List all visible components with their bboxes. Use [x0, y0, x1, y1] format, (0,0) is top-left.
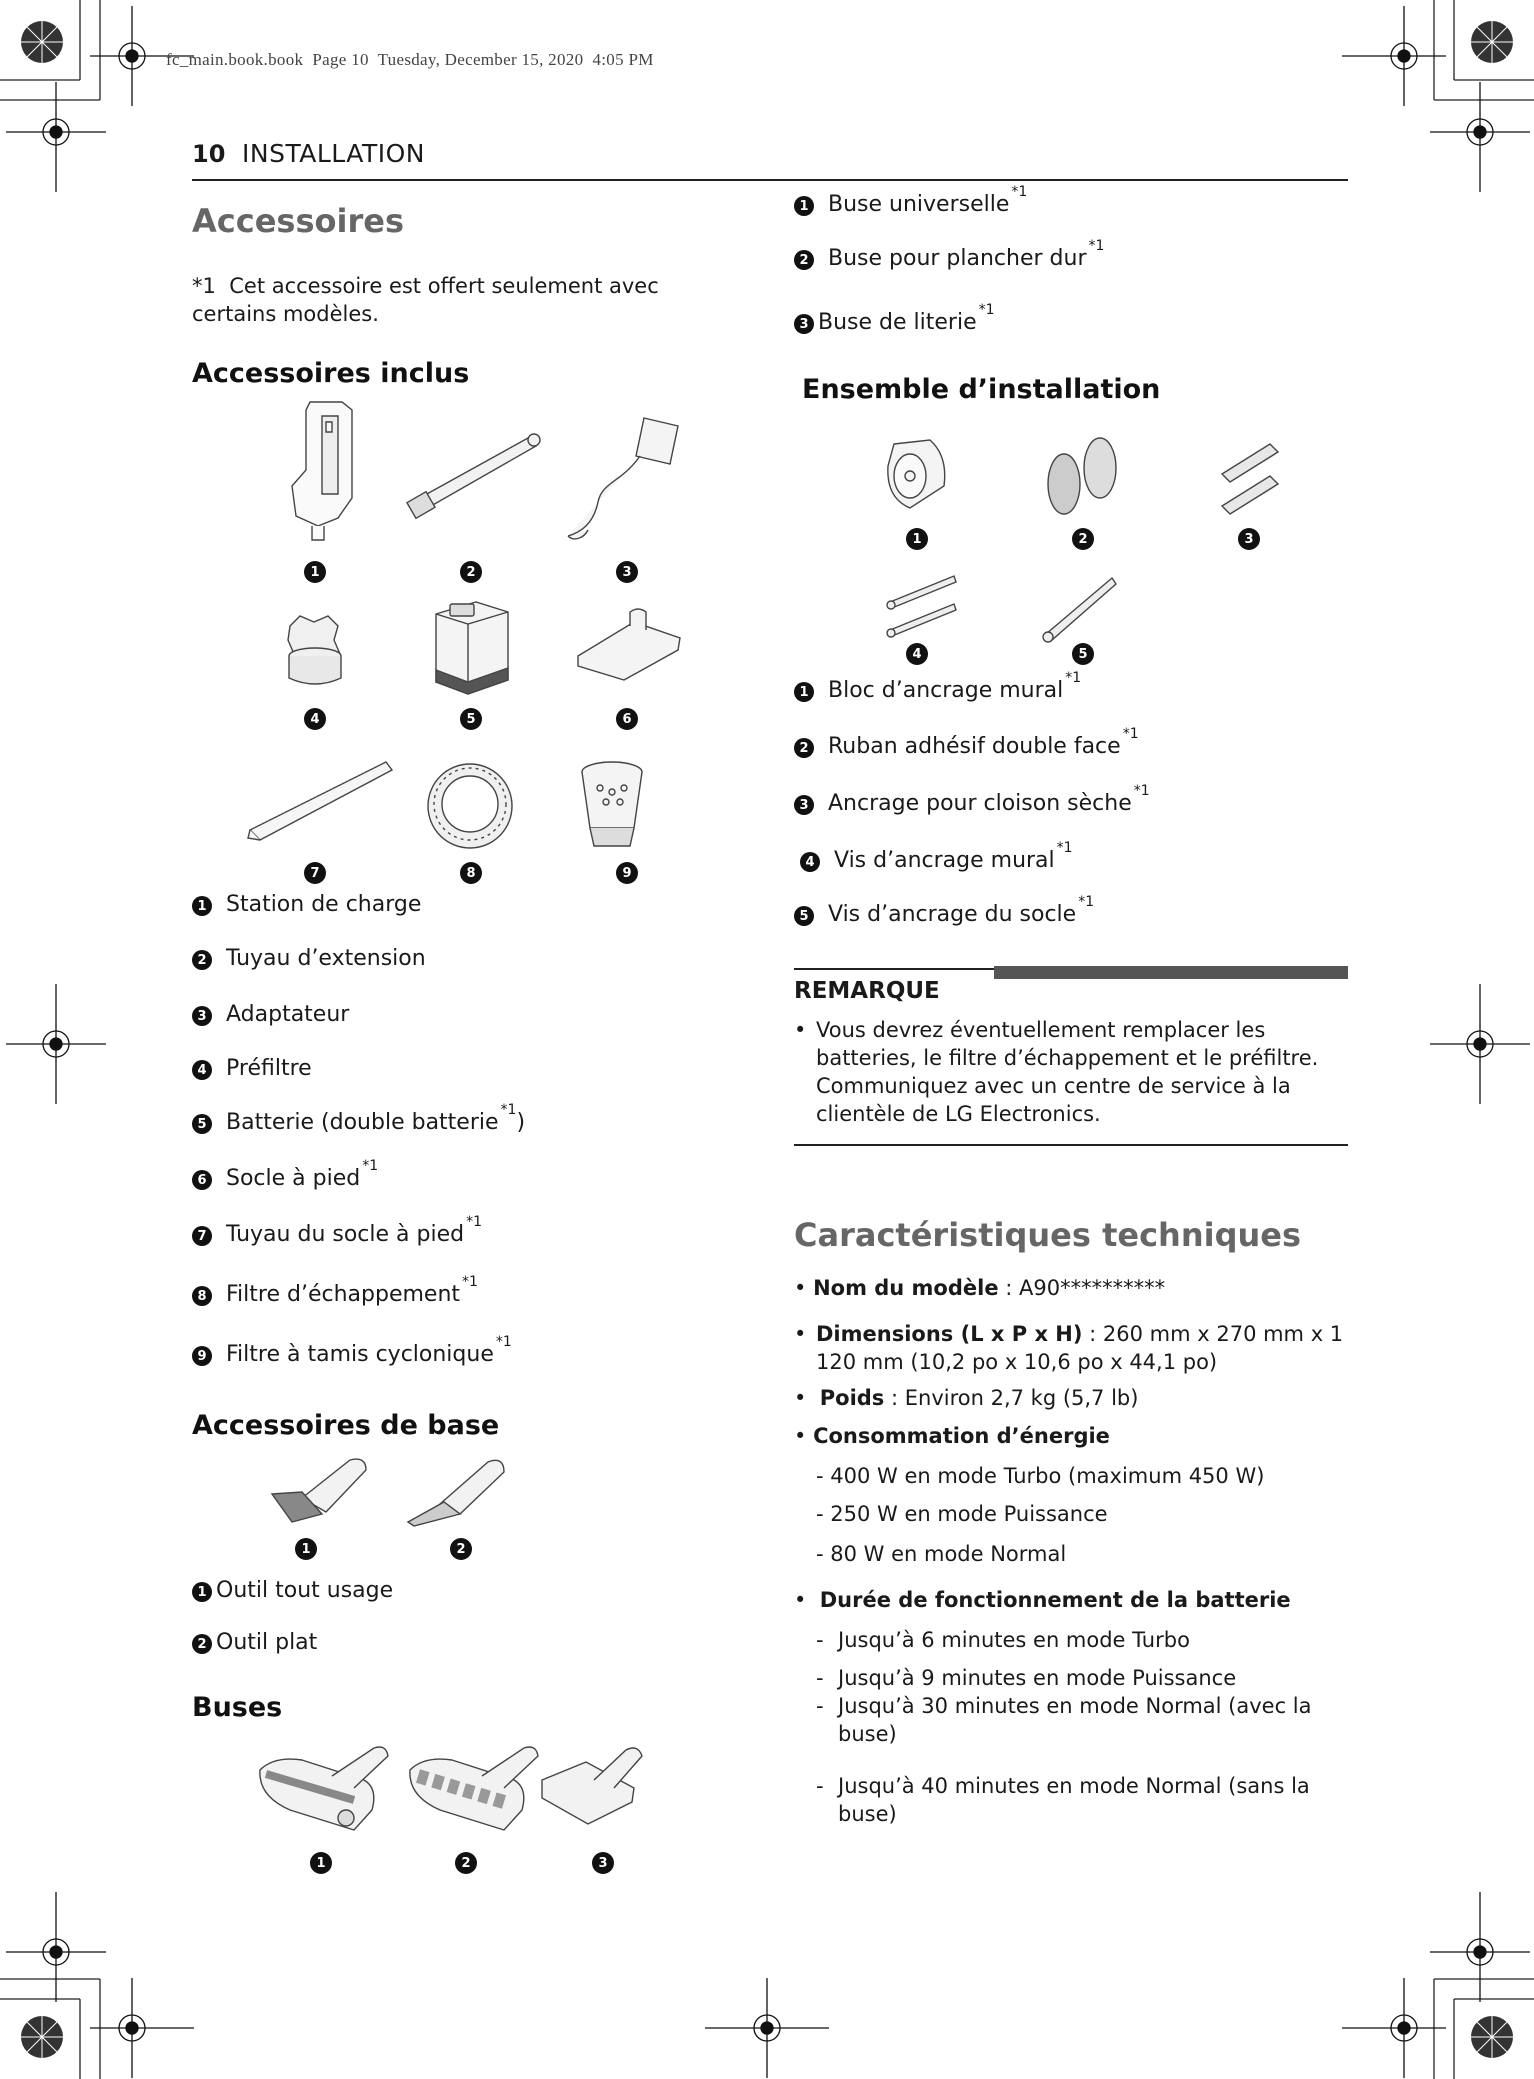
kit-callout-5: 5 — [1072, 643, 1094, 665]
item-label: Tuyau d’extension — [226, 946, 426, 971]
buses-heading: Buses — [192, 1692, 283, 1723]
list-item: 2 Ruban adhésif double face *1 — [794, 734, 1139, 759]
bullet: • — [794, 1322, 807, 1346]
battery-item — [816, 1772, 1336, 1828]
multi-tool-illustration — [262, 1452, 372, 1526]
list-item: 8 Filtre d’échappement *1 — [192, 1282, 478, 1307]
item-number: 2 — [192, 950, 212, 970]
figure-callout-3: 3 — [616, 561, 638, 583]
item-label: Ancrage pour cloison sèche — [828, 791, 1132, 816]
list-item: 4 Vis d’ancrage mural *1 — [800, 848, 1073, 873]
header-rule — [192, 179, 1348, 181]
spec-dimensions — [794, 1320, 1344, 1376]
list-item: 6 Socle à pied *1 — [192, 1166, 378, 1191]
item-number: 9 — [192, 1346, 212, 1366]
item-number: 8 — [192, 1286, 212, 1306]
extension-tube-illustration — [408, 430, 548, 520]
spec-value: : A90********** — [998, 1276, 1166, 1300]
figure-callout-5: 5 — [460, 708, 482, 730]
accessoires-heading: Accessoires — [192, 202, 404, 240]
item-number: 4 — [800, 852, 820, 872]
spec-weight: • Poids : Environ 2,7 kg (5,7 lb) — [794, 1386, 1139, 1410]
figure-callout-1: 1 — [304, 561, 326, 583]
kit-callout-2: 2 — [1072, 528, 1094, 550]
item-number: 1 — [192, 896, 212, 916]
page-title: INSTALLATION — [242, 139, 425, 168]
footnote-mark: *1 — [192, 274, 216, 298]
item-label: Vis d’ancrage du socle — [828, 902, 1077, 927]
item-label: Filtre à tamis cyclonique — [226, 1342, 494, 1367]
item-label: Buse de literie — [818, 310, 977, 335]
item-label: Filtre d’échappement — [226, 1282, 461, 1307]
spec-value: : 260 mm x 270 mm x 1 120 mm (10,2 po x 10,6 po x 44,1 po) — [816, 1322, 1344, 1374]
list-item: 1 Buse universelle *1 — [794, 192, 1027, 217]
prefilter-illustration — [280, 610, 350, 690]
item-label: Batterie (double batterie — [226, 1110, 499, 1135]
spec-power: • Consommation d’énergie — [794, 1424, 1110, 1448]
spec-battery: • Durée de fonctionnement de la batterie — [794, 1588, 1291, 1612]
battery-text: Jusqu’à 6 minutes en mode Turbo — [838, 1628, 1190, 1652]
spec-label: Dimensions (L x P x H) — [816, 1322, 1083, 1346]
item-label: Ruban adhésif double face — [828, 734, 1121, 759]
spec-label: Durée de fonctionnement de la batterie — [819, 1588, 1291, 1612]
item-number: 1 — [794, 196, 814, 216]
list-item: 5 Batterie (double batterie *1 ) — [192, 1110, 525, 1135]
item-number: 3 — [794, 795, 814, 815]
dash: - — [816, 1774, 824, 1798]
crevice-tool-illustration — [400, 1452, 512, 1526]
kit-callout-1: 1 — [906, 528, 928, 550]
list-item: 1 Bloc d’ancrage mural *1 — [794, 678, 1081, 703]
footnote — [192, 272, 692, 328]
print-slug: fc_main.book.book Page 10 Tuesday, December 15, 2020 4:05 PM — [166, 50, 654, 69]
charging-station-illustration — [282, 398, 362, 548]
power-item: - 80 W en mode Normal — [816, 1542, 1067, 1566]
base-callout-2: 2 — [450, 1538, 472, 1560]
specs-heading: Caractéristiques techniques — [794, 1216, 1301, 1254]
item-number: 3 — [192, 1006, 212, 1026]
list-item: 5 Vis d’ancrage du socle *1 — [794, 902, 1094, 927]
base-callout-1: 1 — [295, 1538, 317, 1560]
dash: - — [816, 1694, 824, 1718]
figure-callout-6: 6 — [616, 708, 638, 730]
battery-item — [816, 1664, 1336, 1692]
item-number: 3 — [794, 314, 814, 334]
item-number: 1 — [794, 682, 814, 702]
item-label: Outil plat — [216, 1630, 318, 1655]
page-number: 10 — [192, 140, 226, 168]
bedding-nozzle-illustration — [536, 1740, 650, 1840]
list-item: 3 Ancrage pour cloison sèche *1 — [794, 791, 1150, 816]
adapter-illustration — [562, 412, 692, 552]
item-label-tail: ) — [516, 1110, 526, 1135]
item-label: Buse universelle — [828, 192, 1010, 217]
power-item: - 400 W en mode Turbo (maximum 450 W) — [816, 1464, 1265, 1488]
list-item — [192, 1056, 312, 1081]
exhaust-filter-illustration — [424, 760, 516, 852]
kit-callout-3: 3 — [1238, 528, 1260, 550]
remarque-text: Vous devrez éventuellement remplacer les batteries, le filtre d’échappement et le préfiltre. Communiquez avec un centre de service à la clientèle de LG Electronics. — [816, 1018, 1319, 1126]
item-number: 2 — [794, 738, 814, 758]
universal-nozzle-illustration — [254, 1740, 394, 1840]
figure-callout-7: 7 — [304, 862, 326, 884]
list-item — [192, 1002, 349, 1027]
bullet: • — [794, 1018, 807, 1042]
accessoires-base-heading: Accessoires de base — [192, 1410, 500, 1441]
list-item — [192, 1630, 317, 1655]
battery-illustration — [428, 596, 514, 700]
item-label: Bloc d’ancrage mural — [828, 678, 1064, 703]
item-number: 6 — [192, 1170, 212, 1190]
wall-anchor-block-illustration — [880, 436, 952, 518]
nozzle-callout-3: 3 — [592, 1852, 614, 1874]
nozzle-callout-2: 2 — [455, 1852, 477, 1874]
item-number: 7 — [192, 1226, 212, 1246]
item-number: 5 — [192, 1114, 212, 1134]
dash: - — [816, 1666, 824, 1690]
item-label: Préfiltre — [226, 1056, 312, 1081]
item-label: Station de charge — [226, 892, 422, 917]
footnote-text: Cet accessoire est offert seulement avec certains modèles. — [192, 274, 659, 326]
item-label: Socle à pied — [226, 1166, 361, 1191]
stand-screw-illustration — [1040, 574, 1120, 644]
item-label: Adaptateur — [226, 1002, 350, 1027]
remarque-bottom-rule — [794, 1144, 1348, 1146]
accessoires-inclus-heading: Accessoires inclus — [192, 358, 470, 389]
kit-callout-4: 4 — [906, 643, 928, 665]
stand-tube-illustration — [246, 756, 396, 846]
spec-value: : Environ 2,7 kg (5,7 lb) — [884, 1386, 1139, 1410]
battery-item — [816, 1626, 1336, 1654]
spec-label: Poids — [819, 1386, 885, 1410]
spec-label: Consommation d’énergie — [813, 1424, 1110, 1448]
item-label: Tuyau du socle à pied — [226, 1222, 465, 1247]
item-number: 2 — [794, 250, 814, 270]
item-number: 2 — [192, 1634, 212, 1654]
drywall-anchor-illustration — [1218, 436, 1282, 514]
list-item: 3 Buse de literie *1 — [794, 310, 995, 335]
item-number: 5 — [794, 906, 814, 926]
list-item — [192, 1578, 393, 1603]
item-label: Vis d’ancrage mural — [834, 848, 1055, 873]
figure-callout-8: 8 — [460, 862, 482, 884]
hard-floor-nozzle-illustration — [404, 1740, 544, 1840]
figure-callout-9: 9 — [616, 862, 638, 884]
item-label: Buse pour plancher dur — [828, 246, 1087, 271]
list-item — [192, 946, 426, 971]
battery-text: Jusqu’à 9 minutes en mode Puissance — [838, 1666, 1237, 1690]
item-number: 1 — [192, 1582, 212, 1602]
remarque-note — [794, 1016, 1340, 1128]
power-item: - 250 W en mode Puissance — [816, 1502, 1108, 1526]
figure-callout-2: 2 — [460, 561, 482, 583]
installation-heading: Ensemble d’installation — [802, 374, 1161, 405]
remarque-heading: REMARQUE — [794, 978, 940, 1004]
item-label: Outil tout usage — [216, 1578, 394, 1603]
battery-text: Jusqu’à 30 minutes en mode Normal (avec la buse) — [838, 1694, 1312, 1746]
list-item — [192, 892, 421, 917]
item-number: 4 — [192, 1060, 212, 1080]
adhesive-tape-illustration — [1044, 432, 1124, 522]
battery-text: Jusqu’à 40 minutes en mode Normal (sans la buse) — [838, 1774, 1310, 1826]
battery-item — [816, 1692, 1336, 1748]
figure-callout-4: 4 — [304, 708, 326, 730]
spec-label: Nom du modèle — [813, 1276, 999, 1300]
list-item: 9 Filtre à tamis cyclonique *1 — [192, 1342, 512, 1367]
wall-screws-illustration — [884, 574, 960, 642]
list-item: 7 Tuyau du socle à pied *1 — [192, 1222, 482, 1247]
floor-stand-illustration — [572, 604, 684, 684]
remarque-rule-thick — [994, 966, 1348, 979]
list-item: 2 Buse pour plancher dur *1 — [794, 246, 1104, 271]
cyclone-filter-illustration — [576, 758, 648, 852]
dash: - — [816, 1628, 824, 1652]
spec-model: • Nom du modèle : A90********** — [794, 1276, 1166, 1300]
nozzle-callout-1: 1 — [310, 1852, 332, 1874]
